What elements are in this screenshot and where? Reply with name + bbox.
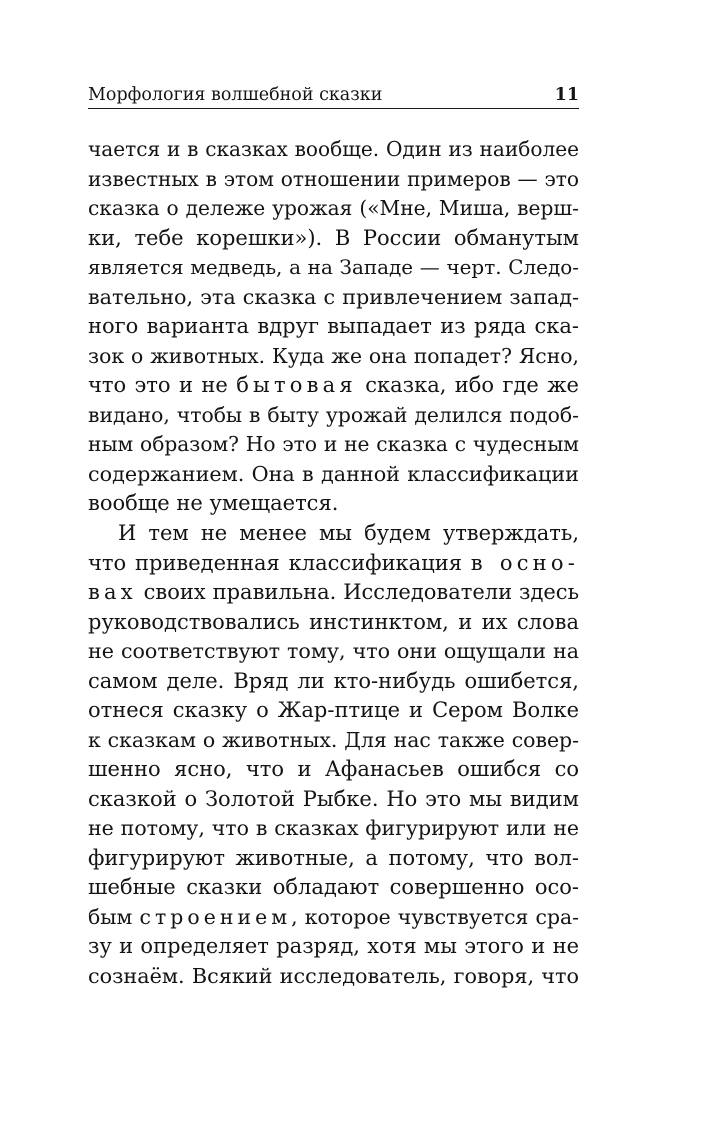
text-line: руководствовались инстинктом, и их слова — [88, 609, 579, 634]
text-line: является медведь, а на Западе — черт. Следо- — [88, 255, 579, 279]
text-run: своих правильна. Исследователи здесь — [136, 580, 579, 604]
text-line — [88, 370, 579, 400]
emphasis-spaced: в осно- — [470, 550, 579, 575]
text-line: ного варианта вдруг выпадает из ряда ска- — [88, 314, 579, 338]
text-line: шенно ясно, что и Афанасьев ошибся со — [88, 757, 579, 781]
running-header — [88, 84, 579, 108]
text-line: сказка о дележе урожая («Мне, Миша, верш- — [88, 196, 579, 220]
text-line: сознаём. Всякий исследователь, говоря, что — [88, 963, 579, 988]
text-line: зок о животных. Куда же она попадет? Ясно, — [88, 343, 579, 368]
text-line: ки, тебе корешки»). В России обманутым — [88, 225, 579, 250]
text-line: не потому, что в сказках фигурируют или не — [88, 816, 579, 840]
text-line: фигурируют животные, а потому, что вол- — [88, 845, 579, 870]
text-line: шебные сказки обладают совершенно осо- — [88, 875, 579, 899]
text-line: известных в этом отношении примеров — это — [88, 166, 579, 191]
text-run: , которое чувствуется сра- — [291, 904, 579, 929]
text-line: зу и определяет разряд, хотя мы этого и не — [88, 934, 579, 958]
emphasis-spaced: строением — [139, 904, 292, 929]
text-run: сказка, ибо где же — [356, 373, 579, 397]
text-run: что приведенная классификация — [88, 550, 471, 575]
text-line: чается и в сказках вообще. Один из наиболее — [88, 137, 579, 161]
text-line: сказкой о Золотой Рыбке. Но это мы видим — [88, 786, 579, 811]
text-line — [88, 902, 579, 932]
text-line: к сказкам о животных. Для нас также совер- — [88, 727, 579, 752]
text-line: отнеся сказку о Жар-птице и Сером Волке — [88, 698, 579, 722]
running-title: Морфология волшебной сказки — [88, 85, 383, 105]
text-line: самом деле. Вряд ли кто-нибудь ошибется, — [88, 668, 579, 693]
page-number: 11 — [554, 85, 579, 105]
text-line: видано, чтобы в быту урожай делился подоб- — [88, 402, 579, 427]
text-line: содержанием. Она в данной классификации — [88, 461, 579, 486]
text-line — [88, 548, 579, 578]
text-run: что это и не — [88, 373, 237, 397]
text-line: И тем не менее мы будем утверждать, — [118, 521, 579, 545]
emphasis-spaced: бытовая — [236, 373, 357, 397]
header-rule — [88, 108, 579, 109]
text-line: не соответствуют тому, что они ощущали на — [88, 639, 579, 663]
text-line: вообще не умещается. — [88, 491, 339, 515]
text-line — [88, 577, 579, 607]
text-line: вательно, эта сказка с привлечением запад- — [88, 284, 579, 309]
text-run: бым — [88, 904, 140, 929]
emphasis-spaced: вах — [88, 580, 137, 604]
text-line: ным образом? Но это и не сказка с чудесным — [88, 432, 579, 456]
